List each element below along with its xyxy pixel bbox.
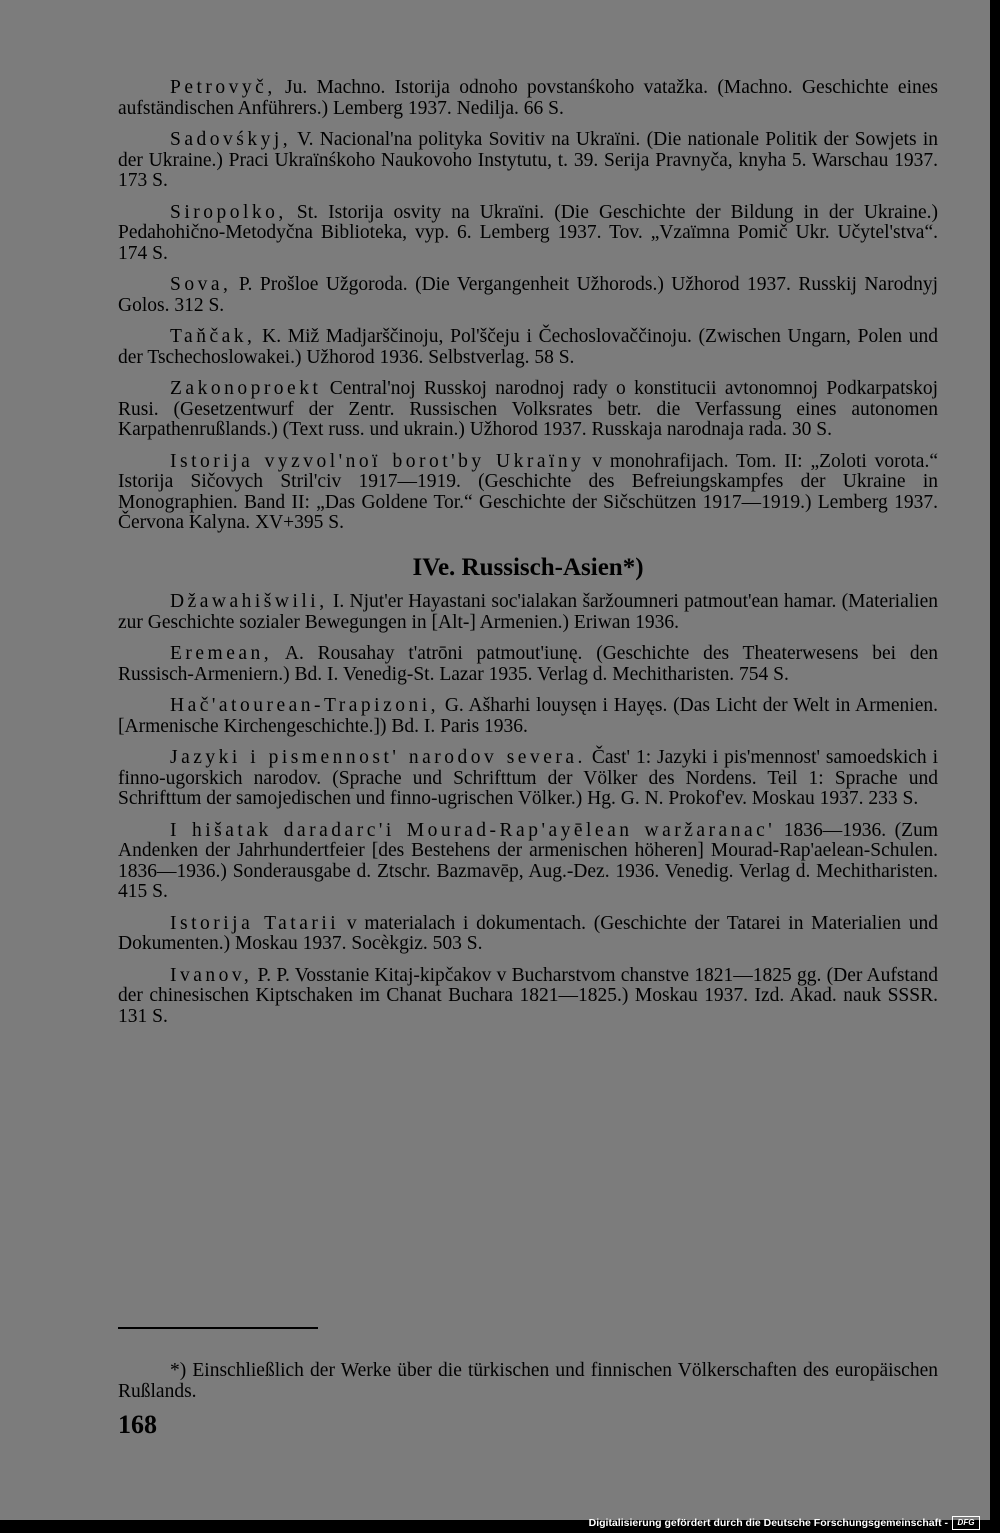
entry-text: 1836—1936. (Zum Andenken der Jahrhundertfeier [des Bestehens der armenischen höheren] Mourad-Rap'aelean-Schulen. 1836—1936.) Sonderausgabe d. Ztschr. Bazmavēp, Aug.-Dez. 1936. Venedig. Verlag d. Mechitharisten. 415 S. (118, 819, 938, 902)
entry-author: I hišatak daradarc'i Mourad-Rap'ayēlean waržaranac' (170, 819, 776, 841)
entry-text: Central'noj Russkoj narodnoj rady o konstitucii avtonomnoj Podkarpatskoj Rusi. (Gesetzentwurf der Zentr. Russischen Volksrates betr. die Verfassung eines autonomen Karpathenrußlands.) (Text russ. und ukrain.) Užhorod 1937. Russkaja narodnaja rada. 30 S. (118, 378, 939, 440)
entry-text: P. P. Vosstanie Kitaj-kipčakov v Bucharstvom chanstve 1821—1825 gg. (Der Aufstand der chinesischen Kiptschaken im Chanat Buchara 1821—1825.) Moskau 1937. Izd. Akad. nauk SSSR. 131 S. (118, 964, 939, 1027)
bibliography-column (118, 78, 938, 1038)
entry-author: Siropolko, (170, 201, 287, 223)
entry-author: Eremean, (170, 643, 273, 664)
bibliography-entry (118, 914, 938, 955)
entry-text: v monohrafijach. Tom. II: „Zoloti vorota.“ Istorija Sičovych Stril'civ 1917—1919. (Geschichte des Befreiungskampfes der Ukraine in Monographien. Band II: „Das Goldene Tor.“ Geschichte der Sičschützen 1917—1919.) Lemberg 1937. Červona Kalyna. XV+395 S. (118, 450, 938, 533)
entry-text: Ju. Machno. Istorija odnoho povstanśkoho vatažka. (Machno. Geschichte eines aufständischen Anführers.) Lemberg 1937. Nedilja. 66 S. (118, 77, 938, 119)
footnote-rule (118, 1327, 318, 1329)
entry-text: Čast' 1: Jazyki i pis'mennost' samoedskich i finno-ugorskich narodov. (Sprache und Schrifttum der Völker des Nordens. Teil 1: Sprache und Schrifttum der samojedischen und finno-ugrischen Völker.) Hg. G. N. Prokof'ev. Moskau 1937. 233 S. (118, 747, 939, 809)
entry-author: Jazyki i pismennost' narodov severa. (170, 747, 586, 768)
bibliography-entry (118, 966, 938, 1028)
entry-text: P. Prošloe Užgoroda. (Die Vergangenheit Užhorods.) Užhorod 1937. Russkij Narodnyj Golos. 312 S. (118, 274, 938, 316)
entry-author: Ivanov, (170, 964, 253, 986)
entry-author: Sova, (170, 274, 232, 295)
digitization-note: Digitalisierung gefördert durch die Deutsche Forschungsgemeinschaft - (588, 1517, 948, 1529)
bibliography-entry (118, 452, 938, 534)
entry-text: K. Miž Madjarščinoju, Pol'ščeju i Čechoslovaččinoju. (Zwischen Ungarn, Polen und der Tschechoslowakei.) Užhorod 1936. Selbstverlag. 58 S. (118, 326, 939, 368)
page-number: 168 (118, 1410, 157, 1439)
bibliography-entry (118, 696, 938, 737)
section-heading: IVe. Russisch-Asien*) (412, 553, 644, 581)
bibliography-entry (118, 78, 938, 119)
bibliography-entry (118, 821, 938, 903)
footnote: *) Einschließlich der Werke über die türkischen und finnischen Völkerschaften des europäischen Rußlands. (118, 1359, 938, 1402)
entry-text: I. Njut'er Hayastani soc'ialakan šaržoumneri patmout'ean hamar. (Materialien zur Geschichte sozialer Bewegungen in [Alt-] Armenien.) Eriwan 1936. (118, 591, 939, 633)
entry-text: V. Nacional'na polityka Sovitiv na Ukraïni. (Die nationale Politik der Sowjets in der Ukraine.) Praci Ukraïnśkoho Naukovoho Instytutu, t. 39. Serija Pravnyča, knyha 5. Warschau 1937. 173 S. (118, 129, 938, 191)
entry-text: v materialach i dokumentach. (Geschichte der Tatarei in Materialien und Dokumenten.) Moskau 1937. Socèkgiz. 503 S. (118, 912, 938, 954)
entry-text: St. Istorija osvity na Ukraïni. (Die Geschichte der Bildung in der Ukraine.) Pedahohično-Metodyčna Biblioteka, vyp. 6. Lemberg 1937. Tov. „Vzaïmna Pomič Ukr. Učytel'stva“. 174 S. (118, 201, 938, 264)
entry-author: Džawahišwili, (170, 591, 328, 612)
entry-author: Istorija Tatarii (170, 912, 340, 934)
digitization-credit (589, 1516, 980, 1530)
bibliography-entry (118, 327, 938, 368)
entry-author: Petrovyč, (170, 77, 276, 98)
bibliography-entry (118, 130, 938, 192)
entry-author: Taňčak, (170, 326, 256, 347)
bibliography-entry (118, 379, 938, 441)
bibliography-entry (118, 748, 938, 810)
bibliography-entry (118, 203, 938, 265)
entry-author: Hač'atourean-Trapizoni, (170, 695, 440, 716)
entry-author: Istorija vyzvol'noï borot'by Ukraïny (170, 450, 585, 472)
entry-text: G. Ašharhi louysęn i Hayęs. (Das Licht der Welt in Armenien. [Armenische Kirchengeschichte.]) Bd. I. Paris 1936. (118, 695, 939, 737)
entry-author: Zakonoproekt (170, 378, 322, 399)
dfg-logo-icon: DFG (952, 1516, 980, 1530)
bibliography-entry (118, 275, 938, 316)
entry-text: A. Rousahay t'atrōni patmout'iunę. (Geschichte des Theaterwesens bei den Russisch-Armeniern.) Bd. I. Venedig-St. Lazar 1935. Verlag d. Mechitharisten. 754 S. (118, 643, 938, 685)
bibliography-entry (118, 592, 938, 633)
entry-author: Sadovśkyj, (170, 129, 292, 150)
bibliography-entry (118, 644, 938, 685)
